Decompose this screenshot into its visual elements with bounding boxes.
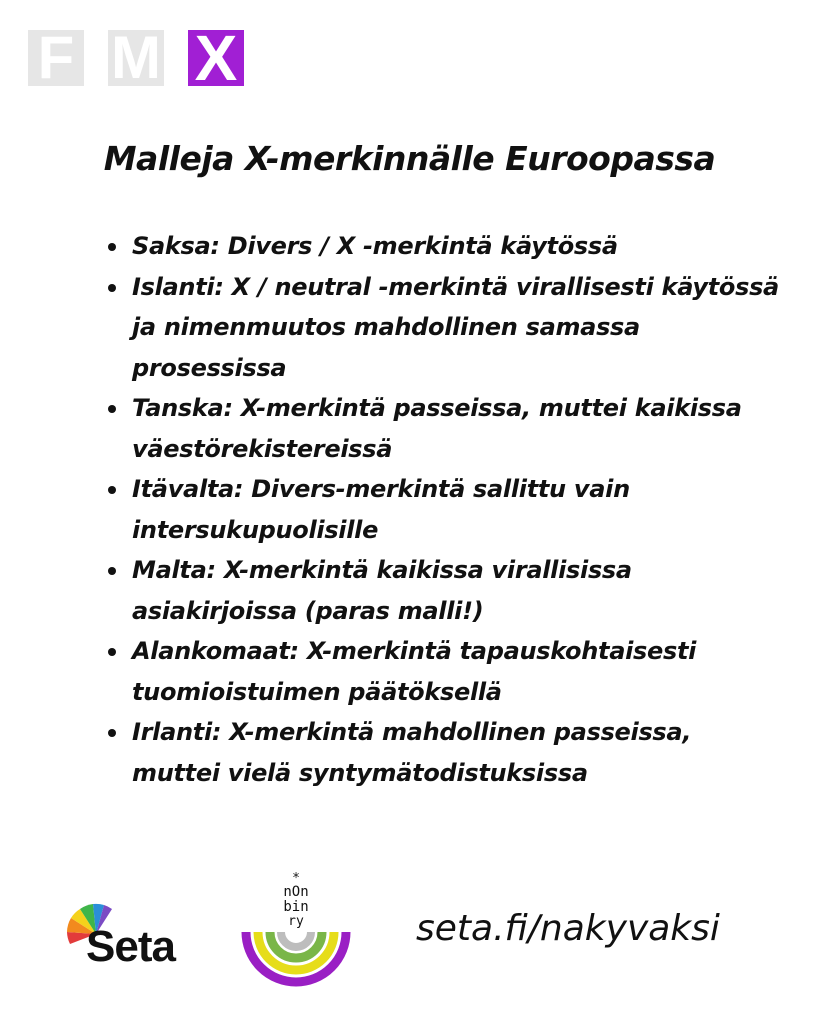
gender-tile-f: F bbox=[28, 30, 84, 86]
list-item: Malta: X-merkintä kaikissa virallisissa asiakirjoissa (paras malli!) bbox=[106, 550, 786, 631]
nonbinary-ry-logo-icon bbox=[236, 868, 356, 993]
page-title: Malleja X-merkinnälle Euroopassa bbox=[103, 139, 716, 178]
list-item: Irlanti: X-merkintä mahdollinen passeissa, muttei vielä syntymätodistuksissa bbox=[106, 712, 786, 793]
campaign-url: seta.fi/nakyvaksi bbox=[416, 908, 720, 949]
country-list bbox=[106, 226, 786, 793]
svg-text:ry: ry bbox=[288, 914, 304, 929]
seta-logo-text: Seta bbox=[86, 922, 175, 971]
svg-text:bin: bin bbox=[283, 899, 309, 915]
list-item: Islanti: X / neutral -merkintä virallisesti käytössä ja nimenmuutos mahdollinen samassa prosessissa bbox=[106, 267, 786, 389]
gender-tile-m: M bbox=[108, 30, 164, 86]
list-item: Itävalta: Divers-merkintä sallittu vain intersukupuolisille bbox=[106, 469, 786, 550]
svg-text:nOn: nOn bbox=[283, 884, 309, 900]
list-item: Tanska: X-merkintä passeissa, muttei kaikissa väestörekistereissä bbox=[106, 388, 786, 469]
gender-tile-x: X bbox=[188, 30, 244, 86]
svg-text:*: * bbox=[292, 871, 300, 886]
list-item: Alankomaat: X-merkintä tapauskohtaisesti tuomioistuimen päätöksellä bbox=[106, 631, 786, 712]
list-item: Saksa: Divers / X -merkintä käytössä bbox=[106, 226, 786, 267]
